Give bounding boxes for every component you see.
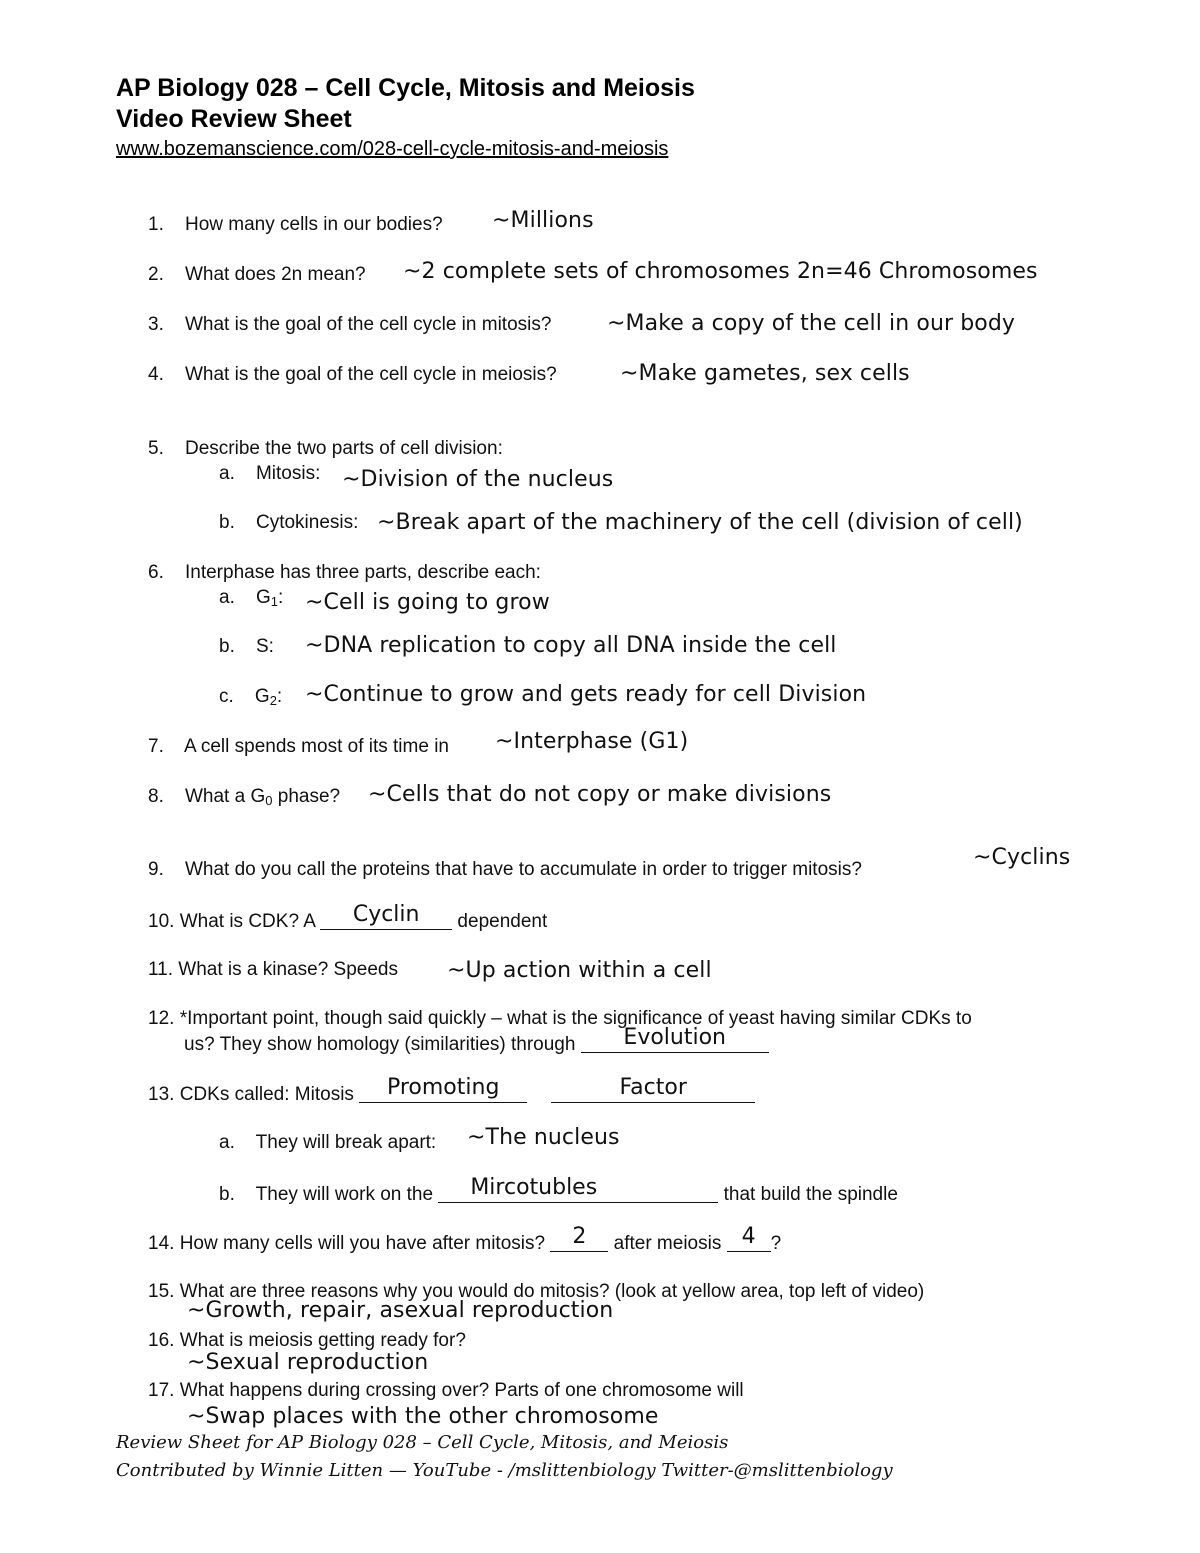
colon: :	[278, 587, 284, 608]
question-10	[148, 902, 548, 933]
question-number: 6.	[148, 562, 164, 583]
question-number: 8.	[148, 786, 164, 807]
fill-blank	[320, 902, 452, 930]
answer-6c: ~Continue to grow and gets ready for cell Division	[305, 682, 867, 707]
question-text: CDKs called: Mitosis	[179, 1084, 360, 1105]
question-number: 12.	[148, 1008, 175, 1029]
fill-blank	[581, 1025, 769, 1053]
colon: :	[276, 686, 283, 707]
subscript: 1	[270, 594, 278, 609]
blank-answer: Factor	[619, 1075, 687, 1100]
answer-3: ~Make a copy of the cell in our body	[607, 311, 1016, 336]
question-text: What is the goal of the cell cycle in meiosis?	[184, 364, 557, 385]
question-text: What is meiosis getting ready for?	[179, 1330, 466, 1351]
question-number: 2.	[148, 264, 164, 285]
fill-blank-1	[550, 1224, 608, 1252]
sub-label: G	[255, 587, 271, 608]
question-text: What is CDK? A	[179, 911, 321, 932]
answer-15: ~Growth, repair, asexual reproduction	[187, 1298, 614, 1323]
question-13a	[219, 1132, 436, 1154]
answer-9: ~Cyclins	[973, 845, 1071, 870]
question-number: 16.	[148, 1330, 175, 1351]
question-text: How many cells in our bodies?	[184, 214, 443, 235]
question-5a	[219, 463, 320, 485]
fill-blank-2	[551, 1075, 755, 1103]
question-number: 10.	[148, 911, 175, 932]
question-text: What is a kinase? Speeds	[178, 959, 398, 980]
question-number: 13.	[148, 1084, 175, 1105]
question-number: 3.	[148, 314, 164, 335]
page-title: AP Biology 028 – Cell Cycle, Mitosis and Meiosis	[116, 74, 695, 102]
question-text: *Important point, though said quickly – what is the significance of yeast having similar CDKs to	[179, 1008, 972, 1029]
question-text: A cell spends most of its time in	[183, 736, 449, 757]
sub-label-end: that build the spindle	[718, 1184, 898, 1205]
answer-13a: ~The nucleus	[467, 1125, 620, 1150]
question-16	[148, 1330, 466, 1352]
answer-2: ~2 complete sets of chromosomes 2n=46 Chromosomes	[403, 259, 1038, 284]
question-12-line2	[184, 1025, 769, 1056]
answer-6a: ~Cell is going to grow	[305, 590, 550, 615]
question-text: Describe the two parts of cell division:	[184, 438, 503, 459]
blank-answer: Promoting	[386, 1075, 500, 1100]
blank-answer: 2	[572, 1224, 587, 1249]
question-12	[148, 1008, 972, 1030]
question-text: What does 2n mean?	[184, 264, 366, 285]
question-number: 5.	[148, 438, 164, 459]
answer-5a: ~Division of the nucleus	[342, 467, 614, 492]
sub-letter: b.	[219, 1184, 235, 1205]
question-5	[148, 438, 503, 460]
question-13b	[219, 1175, 898, 1206]
question-text: What happens during crossing over? Parts of one chromosome will	[179, 1380, 744, 1401]
sub-label: Cytokinesis:	[255, 512, 359, 533]
answer-7: ~Interphase (G1)	[495, 729, 689, 754]
subscript: 0	[265, 793, 273, 808]
blank-answer: Cyclin	[352, 902, 420, 927]
video-link[interactable]: www.bozemanscience.com/028-cell-cycle-mitosis-and-meiosis	[116, 138, 669, 160]
question-text: What a G	[184, 786, 266, 807]
question-text: What is the goal of the cell cycle in mitosis?	[184, 314, 552, 335]
question-text-end: dependent	[452, 911, 548, 932]
answer-8: ~Cells that do not copy or make divisions	[368, 782, 832, 807]
question-13	[148, 1075, 755, 1106]
fill-blank	[438, 1175, 718, 1203]
sub-label: G	[254, 686, 270, 707]
question-text: Interphase has three parts, describe each:	[184, 562, 541, 583]
fill-blank-2	[727, 1224, 771, 1252]
question-text: How many cells will you have after mitosis?	[179, 1233, 551, 1254]
sub-label: They will break apart:	[255, 1132, 437, 1153]
question-text: What are three reasons why you would do mitosis? (look at yellow area, top left of video)	[179, 1281, 925, 1302]
question-6c	[219, 686, 282, 708]
blank-answer: Evolution	[623, 1025, 726, 1050]
answer-11: ~Up action within a cell	[447, 958, 712, 983]
sub-letter: a.	[219, 463, 235, 484]
fill-blank-1	[359, 1075, 527, 1103]
footer-line-2: Contributed by Winnie Litten — YouTube - /mslittenbiology Twitter-@mslittenbiology	[116, 1460, 893, 1481]
subscript: 2	[269, 693, 277, 708]
question-8	[148, 786, 340, 808]
question-number: 4.	[148, 364, 164, 385]
question-5b	[219, 512, 358, 534]
sub-label: They will work on the	[255, 1184, 439, 1205]
question-9	[148, 859, 862, 881]
answer-1: ~Millions	[492, 208, 594, 233]
question-number: 14.	[148, 1233, 175, 1254]
sub-letter: a.	[219, 587, 235, 608]
blank-answer: 4	[741, 1224, 756, 1249]
sub-label: S:	[255, 636, 274, 657]
answer-17: ~Swap places with the other chromosome	[187, 1404, 659, 1429]
question-number: 15.	[148, 1281, 175, 1302]
question-number: 9.	[148, 859, 164, 880]
question-11	[148, 959, 398, 981]
question-text: us? They show homology (similarities) through	[184, 1034, 581, 1055]
sub-letter: b.	[219, 512, 235, 533]
question-1	[148, 214, 443, 236]
answer-16: ~Sexual reproduction	[187, 1350, 429, 1375]
question-number: 7.	[148, 736, 164, 757]
page-subtitle: Video Review Sheet	[116, 105, 352, 133]
question-7	[148, 736, 449, 758]
question-text: What do you call the proteins that have to accumulate in order to trigger mitosis?	[184, 859, 862, 880]
question-6	[148, 562, 541, 584]
answer-5b: ~Break apart of the machinery of the cell (division of cell)	[377, 510, 1023, 535]
sub-letter: b.	[219, 636, 235, 657]
question-4	[148, 364, 557, 386]
question-number: 17.	[148, 1380, 175, 1401]
question-14	[148, 1224, 782, 1255]
question-3	[148, 314, 551, 336]
question-2	[148, 264, 366, 286]
sub-label: Mitosis:	[255, 463, 321, 484]
question-number: 11.	[148, 959, 174, 980]
sub-letter: c.	[219, 686, 234, 707]
question-6a	[219, 587, 283, 609]
question-text-end: phase?	[272, 786, 341, 807]
question-text-end: ?	[770, 1233, 782, 1254]
answer-4: ~Make gametes, sex cells	[620, 361, 910, 386]
question-text-mid: after meiosis	[608, 1233, 727, 1254]
sub-letter: a.	[219, 1132, 235, 1153]
answer-6b: ~DNA replication to copy all DNA inside the cell	[305, 633, 837, 658]
question-6b	[219, 636, 274, 658]
blank-answer: Mircotubles	[470, 1175, 598, 1200]
footer-line-1: Review Sheet for AP Biology 028 – Cell Cycle, Mitosis, and Meiosis	[116, 1432, 729, 1453]
question-number: 1.	[148, 214, 164, 235]
question-17	[148, 1380, 744, 1402]
